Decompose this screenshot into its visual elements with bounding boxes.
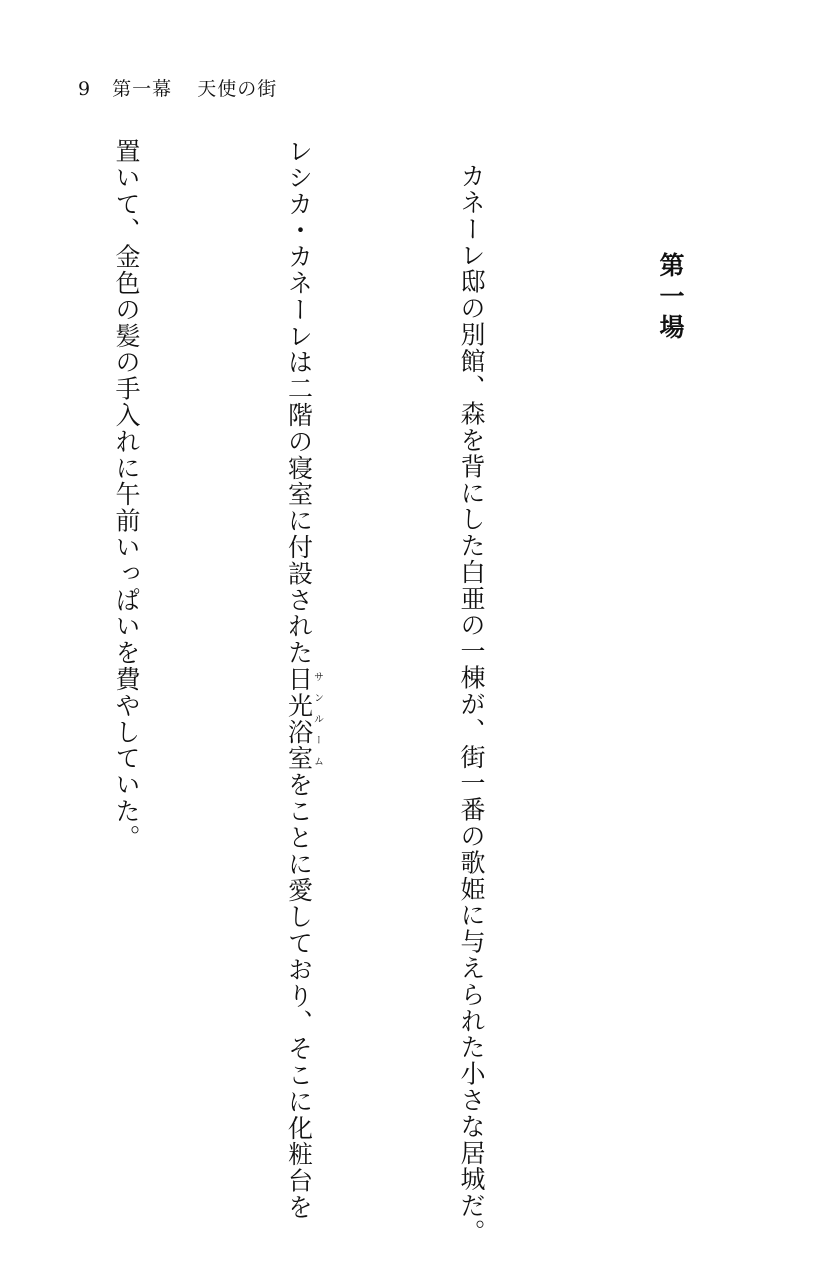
text-line: レシカ・カネーレは二階の寝室に付設された日光浴室サンルームをことに愛しており、そこに化粧台を xyxy=(284,138,323,1221)
ruby-sunroom: サンルーム xyxy=(311,666,323,772)
running-header xyxy=(78,74,277,101)
page-number: 9 xyxy=(78,78,92,100)
scene-title: 第一場 xyxy=(656,252,685,345)
text-line: カネーレ邸の別館、森を背にした白亜の一棟が、街一番の歌姫に与えられた小さな居城だ。 xyxy=(457,163,486,1246)
chapter-title: 天使の街 xyxy=(197,78,278,100)
body-text xyxy=(0,138,615,1246)
text-line: 置いて、金色の髪の手入れに午前いっぱいを費やしていた。 xyxy=(112,138,141,851)
chapter-label: 第一幕 xyxy=(112,78,173,100)
